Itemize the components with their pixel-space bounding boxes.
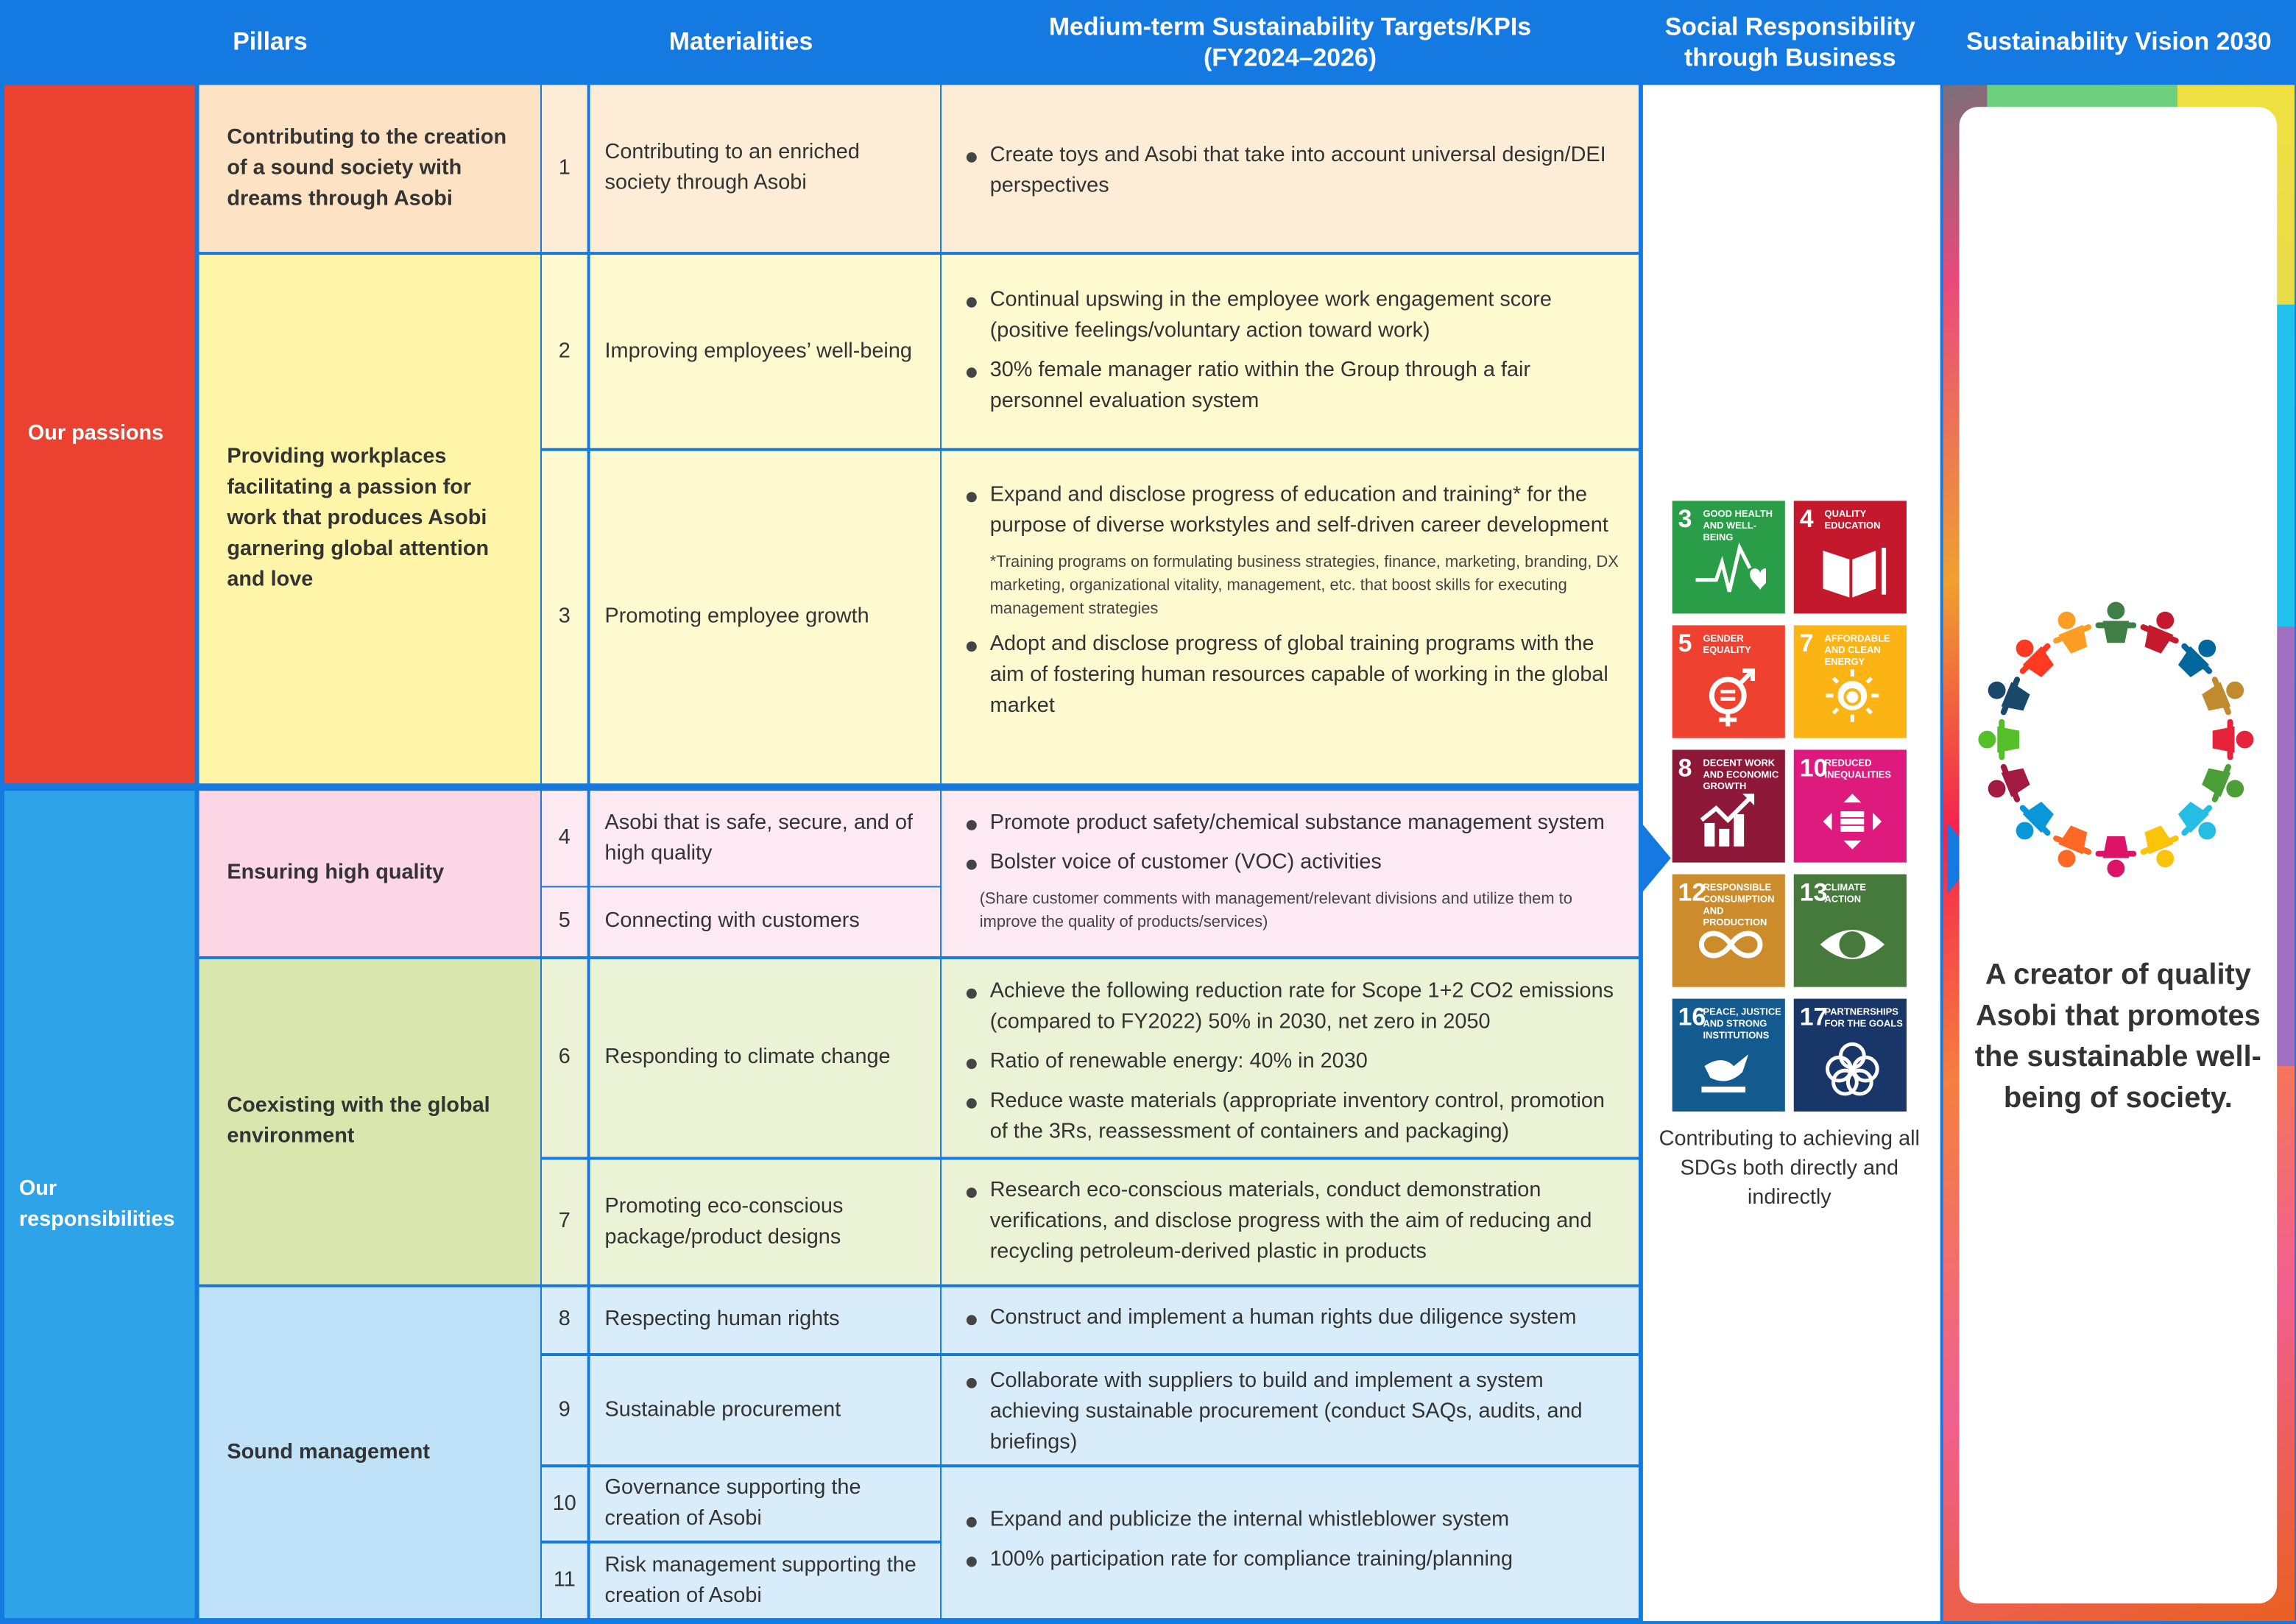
child-figure — [1978, 719, 2019, 760]
materiality-number: 6 — [542, 959, 587, 1157]
materiality-number: 1 — [542, 85, 587, 252]
child-figure — [2170, 794, 2228, 852]
sdg-17-tile — [1794, 999, 1907, 1112]
header-materialities: Materialities — [668, 27, 813, 56]
materiality-label: Asobi that is safe, secure, and of high quality — [590, 791, 940, 886]
child-figure — [2044, 821, 2098, 875]
targets-8 — [942, 1288, 1639, 1354]
child-figure — [2044, 604, 2098, 658]
materiality-number: 8 — [542, 1288, 587, 1354]
sdg-10-tile — [1794, 749, 1907, 862]
target-item: 100% participation rate for compliance training/planning — [965, 1545, 1621, 1576]
sdg-title: REDUCED INEQUALITIES — [1824, 758, 1892, 781]
target-item: 30% female manager ratio within the Group through a fair personnel evaluation system — [965, 356, 1621, 417]
materiality-number: 4 — [542, 791, 587, 886]
sdg-12-tile — [1672, 875, 1785, 987]
child-figure — [2096, 602, 2137, 643]
materiality-number: 2 — [542, 255, 587, 448]
pillar-global-environment: Coexisting with the global environment — [199, 959, 540, 1285]
materiality-number: 7 — [542, 1159, 587, 1284]
sdg-number: 4 — [1799, 505, 1814, 534]
sdg-number: 3 — [1678, 505, 1692, 534]
pillar-sound-management: Sound management — [199, 1288, 540, 1619]
child-figure — [2096, 836, 2137, 878]
child-figure — [2170, 628, 2228, 686]
child-figure — [2134, 821, 2188, 875]
target-item: Ratio of renewable energy: 40% in 2030 — [965, 1047, 1621, 1078]
sdg-3-tile — [1672, 501, 1785, 613]
vision-statement: A creator of quality Asobi that promotes the sustainable well-being of society. — [1974, 958, 2261, 1115]
child-figure — [2004, 628, 2062, 686]
pillar-workplaces: Providing workplaces facilitating a passion for work that produces Asobi garnering global attention and love — [199, 255, 540, 783]
arrows-equal-icon — [1818, 791, 1887, 852]
target-item: Bolster voice of customer (VOC) activities — [965, 848, 1621, 879]
targets-6 — [942, 959, 1639, 1157]
sdg-title: QUALITY EDUCATION — [1824, 509, 1881, 532]
sdg-title: DECENT WORK AND ECONOMIC GROWTH — [1703, 758, 1779, 793]
book-icon — [1818, 542, 1887, 604]
sdg-7-tile — [1794, 625, 1907, 738]
target-footnote: *Training programs on formulating business strategies, finance, marketing, branding, DX marketing, organizational vitality, management, etc. that boost skills for executing management strategies — [989, 553, 1619, 618]
child-figure — [2197, 668, 2251, 721]
sdg-title: CLIMATE ACTION — [1824, 883, 1867, 905]
sun-power-icon — [1818, 666, 1887, 728]
target-item: Expand and publicize the internal whistleblower system — [965, 1505, 1621, 1536]
gender-icon — [1695, 666, 1765, 728]
target-item: Reduce waste materials (appropriate inventory control, promotion of the 3Rs, reassessment of containers and packaging) — [965, 1087, 1621, 1148]
target-item: Collaborate with suppliers to build and implement a system achieving sustainable procurement (conduct SAQs, audits, and briefings) — [965, 1366, 1621, 1458]
social-caption: Contributing to achieving all SDGs both directly and indirectly — [1659, 1127, 1920, 1210]
materiality-label: Improving employees’ well-being — [590, 255, 940, 448]
sdg-title: RESPONSIBLE CONSUMPTION AND PRODUCTION — [1703, 883, 1775, 929]
arrow-right-icon — [1642, 823, 1671, 893]
group-our-passions: Our passions — [4, 85, 195, 783]
materiality-label: Risk management supporting the creation of Asobi — [590, 1544, 940, 1618]
growth-chart-icon — [1695, 791, 1765, 852]
infinity-icon — [1695, 915, 1765, 977]
sdg-number: 17 — [1799, 1003, 1828, 1031]
materiality-label: Governance supporting the creation of Asobi — [590, 1467, 940, 1540]
materiality-number: 9 — [542, 1356, 587, 1464]
sdg-title: AFFORDABLE AND CLEAN ENERGY — [1824, 634, 1890, 668]
sdg-4-tile — [1794, 501, 1907, 613]
target-item: Achieve the following reduction rate for Scope 1+2 CO2 emissions (compared to FY2022) 50% in 2030, net zero in 2050 — [965, 977, 1621, 1039]
materiality-label: Promoting employee growth — [590, 451, 940, 784]
sdg-8-tile — [1672, 749, 1785, 862]
child-figure — [1981, 758, 2035, 811]
header-vision: Sustainability Vision 2030 — [1965, 27, 2272, 56]
sdg-title: PARTNERSHIPS FOR THE GOALS — [1824, 1007, 1903, 1030]
materiality-number: 5 — [542, 887, 587, 956]
pillar-high-quality: Ensuring high quality — [199, 791, 540, 956]
targets-4-5 — [942, 791, 1639, 956]
child-figure — [2134, 604, 2188, 658]
children-circle-logo — [1969, 593, 2262, 886]
eye-globe-icon — [1818, 915, 1887, 977]
sdg-title: GOOD HEALTH AND WELL-BEING — [1703, 509, 1773, 543]
target-item: Expand and disclose progress of education and training* for the purpose of diverse workstyles and self-driven career development — [965, 480, 1621, 542]
targets-3 — [942, 451, 1639, 784]
targets-1 — [942, 85, 1639, 252]
rings-icon — [1818, 1039, 1887, 1101]
child-figure — [2213, 719, 2254, 760]
targets-4-5-note: (Share customer comments with management/relevant divisions and utilize them to improve the quality of products/services) — [979, 890, 1572, 932]
materiality-number: 11 — [542, 1544, 587, 1618]
sdg-title: GENDER EQUALITY — [1703, 634, 1751, 657]
target-item: Continual upswing in the employee work engagement score (positive feelings/voluntary action toward work) — [965, 286, 1621, 347]
sdg-number: 12 — [1678, 878, 1706, 907]
sdg-16-tile — [1672, 999, 1785, 1112]
divider — [0, 783, 1640, 789]
group-our-responsibilities: Our responsibilities — [4, 791, 195, 1618]
sdg-title: PEACE, JUSTICE AND STRONG INSTITUTIONS — [1703, 1007, 1781, 1042]
sdg-13-tile — [1794, 875, 1907, 987]
materiality-label: Sustainable procurement — [590, 1356, 940, 1464]
target-item: Adopt and disclose progress of global training programs with the aim of fostering human resources capable of working in the global market — [965, 629, 1621, 721]
materiality-number: 10 — [542, 1467, 587, 1540]
sdg-number: 7 — [1799, 629, 1814, 658]
child-figure — [2197, 758, 2251, 811]
materiality-label: Contributing to an enriched society through Asobi — [590, 85, 940, 252]
child-figure — [1981, 668, 2035, 721]
target-item: Promote product safety/chemical substance management system — [965, 808, 1621, 839]
pillar-sound-society: Contributing to the creation of a sound society with dreams through Asobi — [199, 85, 540, 252]
materiality-number: 3 — [542, 451, 587, 784]
header-targets: Medium-term Sustainability Targets/KPIs (FY2024–2026) — [1048, 12, 1532, 71]
sdg-5-tile — [1672, 625, 1785, 738]
targets-10-11 — [942, 1467, 1639, 1618]
target-item: Research eco-conscious materials, conduct demonstration verifications, and disclose progress with the aim of reducing and recycling petroleum-derived plastic in products — [965, 1176, 1621, 1268]
targets-2 — [942, 255, 1639, 448]
target-item: Construct and implement a human rights due diligence system — [965, 1303, 1621, 1334]
sdg-number: 13 — [1799, 878, 1828, 907]
sdg-number: 5 — [1678, 629, 1692, 658]
materiality-label: Responding to climate change — [590, 959, 940, 1157]
child-figure — [2004, 794, 2062, 852]
heartbeat-icon — [1695, 542, 1765, 604]
targets-9 — [942, 1356, 1639, 1464]
header-social: Social Responsibility through Business — [1664, 12, 1915, 71]
materiality-label: Respecting human rights — [590, 1288, 940, 1354]
sdg-number: 8 — [1678, 754, 1692, 783]
sdg-number: 16 — [1678, 1003, 1706, 1031]
header-pillars: Pillars — [233, 27, 308, 56]
targets-7 — [942, 1159, 1639, 1284]
materiality-label: Promoting eco-conscious package/product designs — [590, 1159, 940, 1284]
dove-gavel-icon — [1695, 1039, 1765, 1101]
sdg-number: 10 — [1799, 754, 1828, 783]
target-item: Create toys and Asobi that take into account universal design/DEI perspectives — [965, 141, 1621, 202]
materiality-label: Connecting with customers — [590, 887, 940, 956]
